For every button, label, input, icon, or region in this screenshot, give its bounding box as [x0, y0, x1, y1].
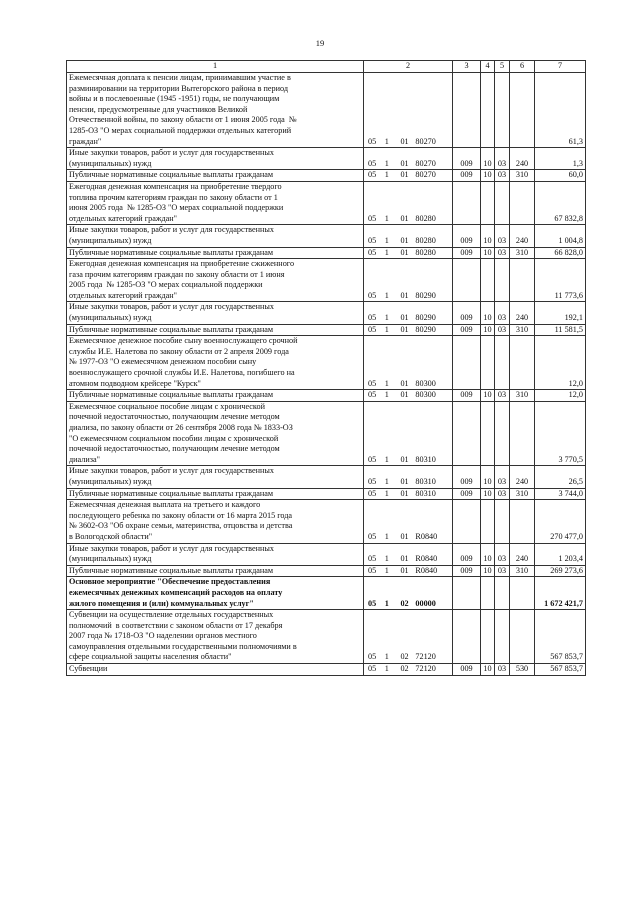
- code-measure: 02: [400, 652, 409, 662]
- table-header-row: [67, 61, 586, 73]
- code-measure: 01: [400, 531, 409, 541]
- program-code: [364, 324, 453, 336]
- table-row: [67, 390, 586, 402]
- table-row: [67, 488, 586, 500]
- code-program: 05: [368, 652, 377, 662]
- code-program: 05: [368, 488, 377, 498]
- code-program: 05: [368, 313, 377, 323]
- section-code: 10: [481, 225, 495, 247]
- code-direction: 80280: [415, 247, 436, 257]
- program-code: [364, 577, 453, 610]
- code-measure: 01: [400, 565, 409, 575]
- amount: 1,3: [535, 148, 586, 170]
- code-measure: 01: [400, 290, 409, 300]
- expense-type-code: 240: [510, 302, 535, 324]
- code-subprogram: 1: [384, 158, 389, 168]
- ved-code: 009: [453, 565, 481, 577]
- code-program: 05: [368, 235, 377, 245]
- section-code: 10: [481, 565, 495, 577]
- table-row: [67, 565, 586, 577]
- subsection-code: 03: [495, 170, 510, 182]
- row-description: Иные закупки товаров, работ и услуг для государственных (муниципальных) нужд: [67, 466, 364, 488]
- ved-code: [453, 401, 481, 466]
- row-description: Иные закупки товаров, работ и услуг для государственных (муниципальных) нужд: [67, 148, 364, 170]
- subsection-code: 03: [495, 543, 510, 565]
- code-program: 05: [368, 378, 377, 388]
- table-row: [67, 500, 586, 543]
- ved-code: 009: [453, 148, 481, 170]
- row-description: Иные закупки товаров, работ и услуг для государственных (муниципальных) нужд: [67, 302, 364, 324]
- subsection-code: 03: [495, 488, 510, 500]
- code-subprogram: 1: [384, 378, 389, 388]
- subsection-code: 03: [495, 225, 510, 247]
- row-description: Публичные нормативные социальные выплаты гражданам: [67, 390, 364, 402]
- code-measure: 01: [400, 136, 409, 146]
- expense-type-code: 310: [510, 170, 535, 182]
- row-description: Ежегодная денежная компенсация на приобретение твердого топлива прочим категориям граждан по закону области от 1 июня 2005 года № 1285-ОЗ "О мерах социальной поддержки отдельных категорий граждан": [67, 181, 364, 224]
- section-code: 10: [481, 543, 495, 565]
- row-description: Иные закупки товаров, работ и услуг для государственных (муниципальных) нужд: [67, 543, 364, 565]
- code-measure: 02: [400, 598, 409, 608]
- code-direction: 72120: [415, 652, 436, 662]
- code-subprogram: 1: [384, 390, 389, 400]
- ved-code: 009: [453, 466, 481, 488]
- code-subprogram: 1: [384, 565, 389, 575]
- code-subprogram: 1: [384, 454, 389, 464]
- table-row: [67, 664, 586, 676]
- code-subprogram: 1: [384, 170, 389, 180]
- table-row: [67, 148, 586, 170]
- amount: 61,3: [535, 73, 586, 148]
- table-row: [67, 225, 586, 247]
- program-code: [364, 247, 453, 259]
- code-direction: 80270: [415, 170, 436, 180]
- amount: 11 773,6: [535, 259, 586, 302]
- expense-type-code: [510, 401, 535, 466]
- amount: 60,0: [535, 170, 586, 182]
- code-measure: 01: [400, 158, 409, 168]
- section-code: 10: [481, 390, 495, 402]
- program-code: [364, 543, 453, 565]
- amount: 269 273,6: [535, 565, 586, 577]
- code-subprogram: 1: [384, 213, 389, 223]
- row-description: Публичные нормативные социальные выплаты гражданам: [67, 324, 364, 336]
- section-code: [481, 500, 495, 543]
- code-subprogram: 1: [384, 488, 389, 498]
- ved-code: 009: [453, 324, 481, 336]
- code-subprogram: 1: [384, 476, 389, 486]
- program-code: [364, 336, 453, 390]
- code-subprogram: 1: [384, 324, 389, 334]
- code-direction: 80280: [415, 213, 436, 223]
- expense-type-code: [510, 610, 535, 664]
- program-code: [364, 181, 453, 224]
- row-description: Ежегодная денежная компенсация на приобретение сжиженного газа прочим категориям граждан по закону области от 1 июня 2005 года № 1285-ОЗ "О мерах социальной поддержки отдельных категорий граждан": [67, 259, 364, 302]
- section-code: 10: [481, 247, 495, 259]
- ved-code: 009: [453, 302, 481, 324]
- column-header: 2: [364, 61, 453, 73]
- row-description: Субвенции на осуществление отдельных государственных полномочий в соответствии с законом области от 17 декабря 2007 года № 1718-ОЗ "О наделении органов местного самоуправления отдельными государственными полномочиями в сфере социальной защиты населения области": [67, 610, 364, 664]
- row-description: Публичные нормативные социальные выплаты гражданам: [67, 488, 364, 500]
- code-direction: 80280: [415, 235, 436, 245]
- amount: 66 828,0: [535, 247, 586, 259]
- code-subprogram: 1: [384, 313, 389, 323]
- code-subprogram: 1: [384, 136, 389, 146]
- program-code: [364, 466, 453, 488]
- table-row: [67, 302, 586, 324]
- code-measure: 01: [400, 247, 409, 257]
- code-program: 05: [368, 158, 377, 168]
- ved-code: 009: [453, 170, 481, 182]
- code-measure: 01: [400, 378, 409, 388]
- code-program: 05: [368, 324, 377, 334]
- column-header: 6: [510, 61, 535, 73]
- code-subprogram: 1: [384, 554, 389, 564]
- code-program: 05: [368, 290, 377, 300]
- ved-code: 009: [453, 664, 481, 676]
- expense-type-code: 530: [510, 664, 535, 676]
- program-code: [364, 500, 453, 543]
- code-direction: 80270: [415, 136, 436, 146]
- ved-code: [453, 500, 481, 543]
- code-direction: 80290: [415, 290, 436, 300]
- column-header: 1: [67, 61, 364, 73]
- code-subprogram: 1: [384, 664, 389, 674]
- code-measure: 01: [400, 235, 409, 245]
- expense-type-code: [510, 73, 535, 148]
- amount: 192,1: [535, 302, 586, 324]
- code-measure: 01: [400, 554, 409, 564]
- code-program: 05: [368, 247, 377, 257]
- section-code: [481, 610, 495, 664]
- code-direction: 80310: [415, 454, 436, 464]
- code-program: 05: [368, 454, 377, 464]
- column-header: 7: [535, 61, 586, 73]
- program-code: [364, 610, 453, 664]
- program-code: [364, 390, 453, 402]
- amount: 567 853,7: [535, 664, 586, 676]
- code-direction: 80300: [415, 390, 436, 400]
- code-direction: 80310: [415, 476, 436, 486]
- table-row: [67, 247, 586, 259]
- ved-code: 009: [453, 225, 481, 247]
- subsection-code: [495, 73, 510, 148]
- row-description: Иные закупки товаров, работ и услуг для государственных (муниципальных) нужд: [67, 225, 364, 247]
- subsection-code: [495, 500, 510, 543]
- code-direction: R0840: [415, 565, 438, 575]
- code-direction: 80300: [415, 378, 436, 388]
- code-subprogram: 1: [384, 235, 389, 245]
- expense-type-code: 240: [510, 466, 535, 488]
- expense-type-code: [510, 500, 535, 543]
- subsection-code: [495, 336, 510, 390]
- program-code: [364, 302, 453, 324]
- ved-code: [453, 259, 481, 302]
- program-code: [364, 148, 453, 170]
- expense-type-code: 240: [510, 543, 535, 565]
- row-description: Субвенции: [67, 664, 364, 676]
- program-code: [364, 664, 453, 676]
- expense-type-code: 310: [510, 247, 535, 259]
- code-measure: 01: [400, 213, 409, 223]
- section-code: [481, 73, 495, 148]
- expense-type-code: 310: [510, 390, 535, 402]
- amount: 270 477,0: [535, 500, 586, 543]
- section-code: 10: [481, 324, 495, 336]
- subsection-code: 03: [495, 390, 510, 402]
- program-code: [364, 259, 453, 302]
- code-measure: 01: [400, 488, 409, 498]
- column-header: 5: [495, 61, 510, 73]
- code-subprogram: 1: [384, 290, 389, 300]
- expense-type-code: 310: [510, 324, 535, 336]
- code-subprogram: 1: [384, 247, 389, 257]
- section-code: 10: [481, 170, 495, 182]
- ved-code: [453, 73, 481, 148]
- subsection-code: 03: [495, 664, 510, 676]
- row-description: Основное мероприятие "Обеспечение предоставления ежемесячных денежных компенсаций расходов на оплату жилого помещения и (или) коммунальных услуг": [67, 577, 364, 610]
- amount: 3 744,0: [535, 488, 586, 500]
- subsection-code: 03: [495, 302, 510, 324]
- code-program: 05: [368, 170, 377, 180]
- program-code: [364, 170, 453, 182]
- row-description: Публичные нормативные социальные выплаты гражданам: [67, 565, 364, 577]
- code-program: 05: [368, 664, 377, 674]
- ved-code: [453, 181, 481, 224]
- ved-code: 009: [453, 488, 481, 500]
- code-measure: 02: [400, 664, 409, 674]
- amount: 67 832,8: [535, 181, 586, 224]
- subsection-code: 03: [495, 324, 510, 336]
- subsection-code: [495, 577, 510, 610]
- subsection-code: [495, 610, 510, 664]
- code-measure: 01: [400, 454, 409, 464]
- code-program: 05: [368, 598, 377, 608]
- code-measure: 01: [400, 324, 409, 334]
- table-row: [67, 401, 586, 466]
- section-code: 10: [481, 488, 495, 500]
- ved-code: 009: [453, 543, 481, 565]
- table-row: [67, 324, 586, 336]
- row-description: Ежемесячное денежное пособие сыну военнослужащего срочной службы И.Е. Налетова по закону области от 2 апреля 2009 года № 1977-ОЗ "О ежемесячном денежном пособии сыну военнослужащего срочной службы И.Е. Налетова, погибшего на атомном подводном крейсере "Курск": [67, 336, 364, 390]
- section-code: [481, 259, 495, 302]
- section-code: [481, 401, 495, 466]
- table-row: [67, 170, 586, 182]
- code-program: 05: [368, 390, 377, 400]
- subsection-code: [495, 259, 510, 302]
- expense-type-code: 240: [510, 148, 535, 170]
- table-row: [67, 336, 586, 390]
- page-number: 19: [315, 38, 325, 48]
- program-code: [364, 225, 453, 247]
- column-header: 3: [453, 61, 481, 73]
- expense-type-code: [510, 577, 535, 610]
- table-row: [67, 259, 586, 302]
- code-program: 05: [368, 213, 377, 223]
- expense-type-code: 240: [510, 225, 535, 247]
- code-subprogram: 1: [384, 652, 389, 662]
- expense-type-code: 310: [510, 488, 535, 500]
- row-description: Публичные нормативные социальные выплаты гражданам: [67, 170, 364, 182]
- code-measure: 01: [400, 476, 409, 486]
- row-description: Ежемесячная доплата к пенсии лицам, принимавшим участие в разминировании на территории Вытегорского района в период войны и в послевоенные (1945 -1951) годы, не получающим пенсии, предусмотренные для участников Великой Отечественной войны, по закону области от 1 июня 2005 года № 1285-ОЗ "О мерах социальной поддержки отдельных категорий граждан": [67, 73, 364, 148]
- expense-type-code: [510, 336, 535, 390]
- subsection-code: [495, 181, 510, 224]
- expense-type-code: [510, 181, 535, 224]
- amount: 567 853,7: [535, 610, 586, 664]
- table-row: [67, 466, 586, 488]
- table-row: [67, 73, 586, 148]
- code-direction: 72120: [415, 664, 436, 674]
- table-row: [67, 610, 586, 664]
- code-program: 05: [368, 554, 377, 564]
- expense-type-code: 310: [510, 565, 535, 577]
- program-code: [364, 401, 453, 466]
- ved-code: 009: [453, 247, 481, 259]
- ved-code: [453, 577, 481, 610]
- code-measure: 01: [400, 170, 409, 180]
- code-subprogram: 1: [384, 598, 389, 608]
- code-program: 05: [368, 476, 377, 486]
- ved-code: 009: [453, 390, 481, 402]
- program-code: [364, 488, 453, 500]
- subsection-code: [495, 401, 510, 466]
- amount: 1 672 421,7: [535, 577, 586, 610]
- program-code: [364, 73, 453, 148]
- table-row: [67, 543, 586, 565]
- section-code: [481, 336, 495, 390]
- code-direction: 80310: [415, 488, 436, 498]
- ved-code: [453, 336, 481, 390]
- amount: 26,5: [535, 466, 586, 488]
- code-measure: 01: [400, 390, 409, 400]
- code-direction: 00000: [415, 598, 436, 608]
- amount: 12,0: [535, 336, 586, 390]
- code-measure: 01: [400, 313, 409, 323]
- subsection-code: 03: [495, 247, 510, 259]
- code-direction: R0840: [415, 554, 438, 564]
- subsection-code: 03: [495, 148, 510, 170]
- amount: 1 203,4: [535, 543, 586, 565]
- section-code: 10: [481, 664, 495, 676]
- program-code: [364, 565, 453, 577]
- budget-table: [66, 60, 586, 676]
- row-description: Публичные нормативные социальные выплаты гражданам: [67, 247, 364, 259]
- code-direction: R0840: [415, 531, 438, 541]
- section-code: [481, 181, 495, 224]
- expense-type-code: [510, 259, 535, 302]
- code-subprogram: 1: [384, 531, 389, 541]
- section-code: 10: [481, 466, 495, 488]
- amount: 3 770,5: [535, 401, 586, 466]
- subsection-code: 03: [495, 466, 510, 488]
- code-direction: 80290: [415, 324, 436, 334]
- amount: 12,0: [535, 390, 586, 402]
- row-description: Ежемесячная денежная выплата на третьего и каждого последующего ребенка по закону области от 16 марта 2015 года № 3602-ОЗ "Об охране семьи, материнства, отцовства и детства в Вологодской области": [67, 500, 364, 543]
- code-direction: 80290: [415, 313, 436, 323]
- table-row: [67, 181, 586, 224]
- code-program: 05: [368, 565, 377, 575]
- amount: 1 004,8: [535, 225, 586, 247]
- code-program: 05: [368, 136, 377, 146]
- amount: 11 581,5: [535, 324, 586, 336]
- section-code: 10: [481, 148, 495, 170]
- code-program: 05: [368, 531, 377, 541]
- subsection-code: 03: [495, 565, 510, 577]
- section-code: 10: [481, 302, 495, 324]
- column-header: 4: [481, 61, 495, 73]
- table-row: [67, 577, 586, 610]
- ved-code: [453, 610, 481, 664]
- row-description: Ежемесячное социальное пособие лицам с хронической почечной недостаточностью, получающим лечение методом диализа, по закону области от 26 сентября 2008 года № 1833-ОЗ "О ежемесячном социальном пособии лицам с хронической почечной недостаточностью, получающим лечение методом диализа": [67, 401, 364, 466]
- section-code: [481, 577, 495, 610]
- code-direction: 80270: [415, 158, 436, 168]
